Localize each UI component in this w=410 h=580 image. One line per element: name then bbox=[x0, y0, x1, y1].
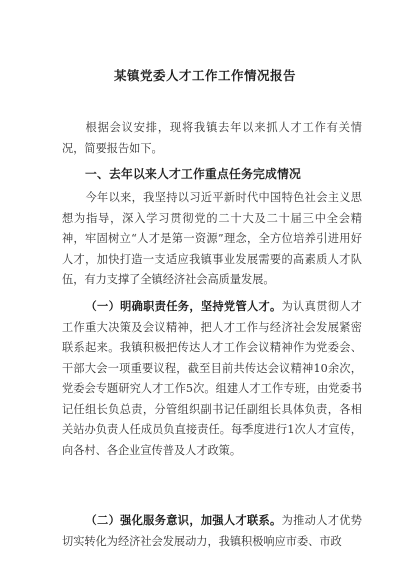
subsection-heading: （二）强化服务意识，加强人才联系。 bbox=[85, 513, 282, 527]
section-paragraph: 今年以来，我坚持以习近平新时代中国特色社会主义思想为指导，深入学习贯彻党的二十大及二十届三中全会精神，牢固树立“人才是第一资源”理念，全方位培养引进用好人才，加快打造一支适应我镇事业发展需要的高素质人才队伍，有力支撑了全镇经济社会高质量发展。 bbox=[62, 191, 362, 286]
subsection-paragraph bbox=[62, 296, 362, 461]
subsection-body: 为认真贯彻人才工作重大决策及会议精神，把人才工作与经济社会发展紧密联系起来。我镇积极把传达人才工作会议精神作为党委会、干部大会一项重要议程，截至目前共传达会议精神10余次，党委会专题研究人才工作5次。组建人才工作专班，由党委书记任组长负总责，分管组织副书记任副组长具体负责，各相关站办负责人任成员负直接责任。每季度进行1次人才宣传，向各村、各企业宣传普及人才政策。 bbox=[62, 300, 362, 457]
section-heading: 一、去年以来人才工作重点任务完成情况 bbox=[85, 167, 301, 181]
subsection-paragraph bbox=[62, 510, 362, 552]
subsection-body: 为推动人才优势切实转化为经济社会发展动力，我镇积极响应市委、市政 bbox=[62, 514, 362, 548]
subsection-heading: （一）明确职责任务，坚持党管人才。 bbox=[85, 299, 282, 313]
intro-paragraph: 根据会议安排，现将我镇去年以来抓人才工作有关情况，简要报告如下。 bbox=[62, 121, 362, 155]
document-title: 某镇党委人才工作工作情况报告 bbox=[113, 68, 296, 83]
